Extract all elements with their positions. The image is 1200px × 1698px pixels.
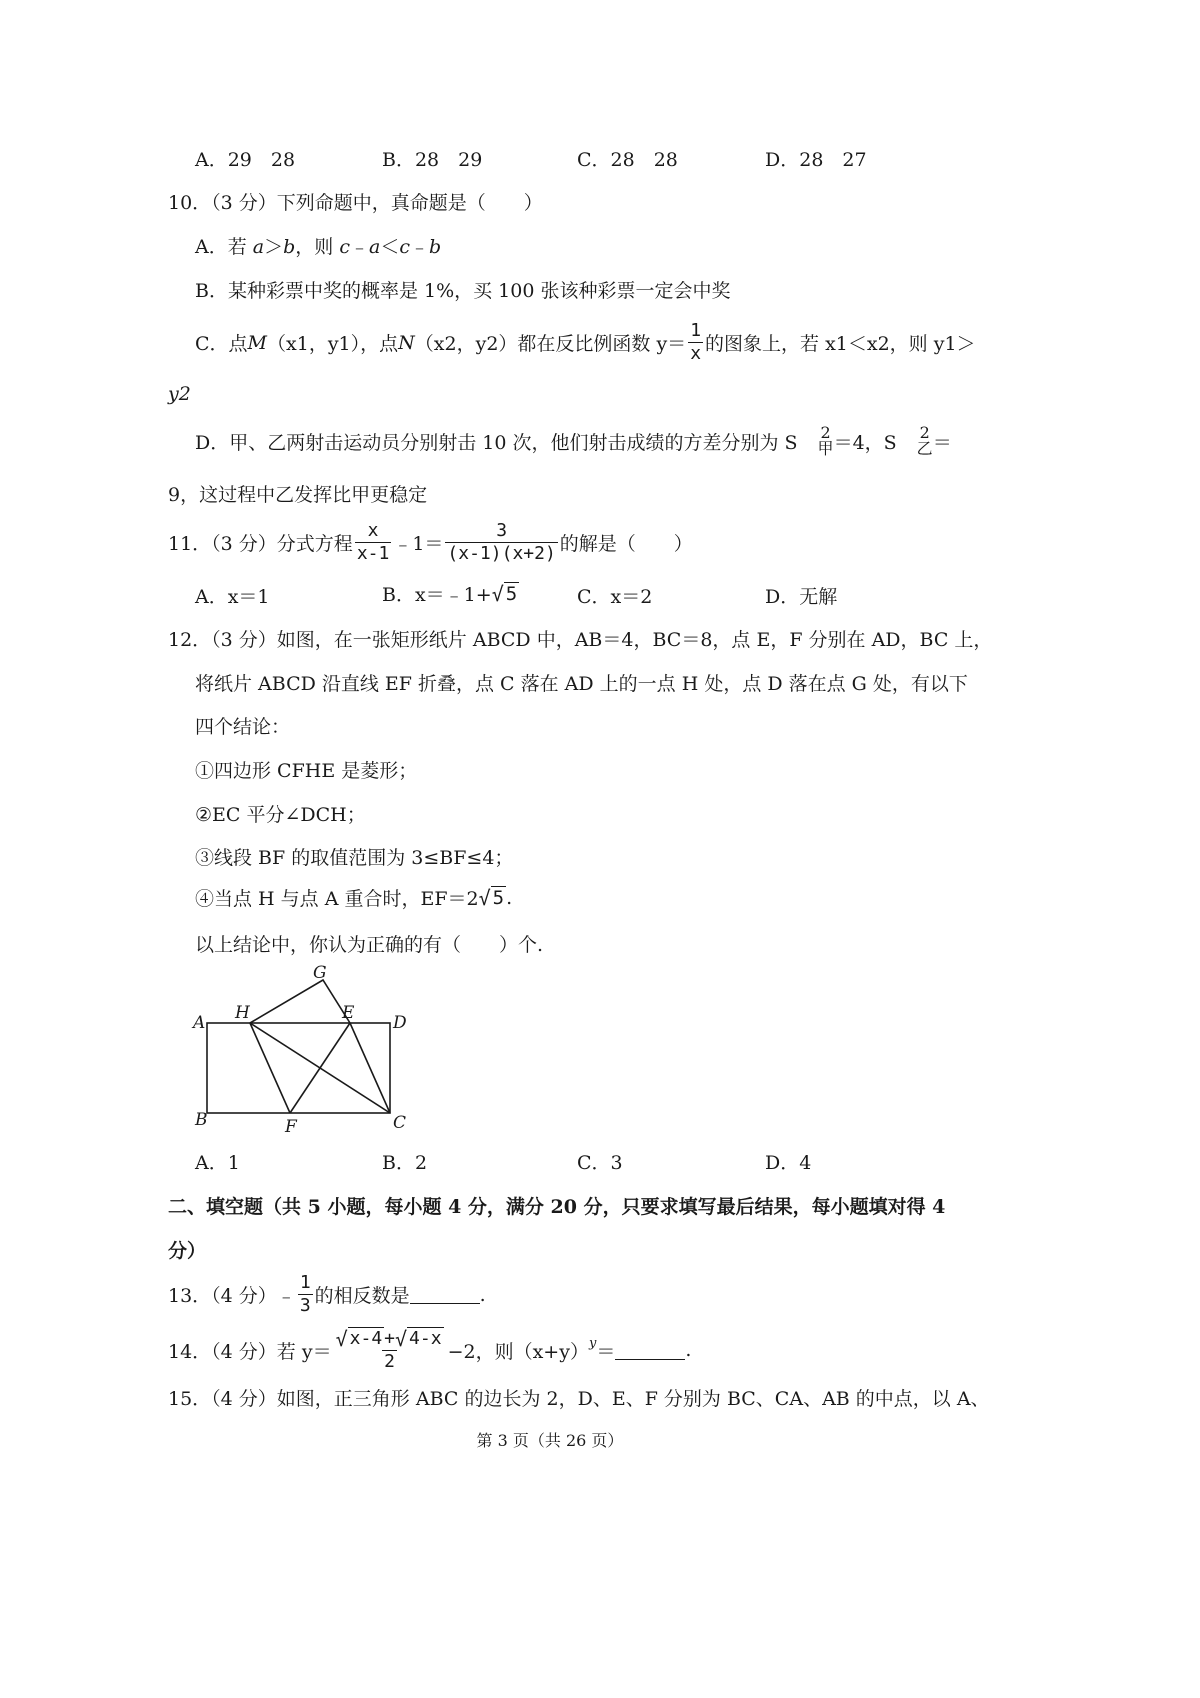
q12-conclusion-3: ③线段 BF 的取值范围为 3≤BF≤4； — [195, 847, 514, 869]
q10-c-m-coord: （x1，y1），点 — [267, 333, 399, 355]
q12-c4-suffix: . — [506, 886, 513, 909]
q9-option-a: A．29 28 — [195, 149, 296, 171]
q12-option-c: C．3 — [577, 1152, 623, 1174]
q13-prefix: 13．（4 分）﹣ — [168, 1285, 296, 1307]
q12-c4-prefix: ④当点 H 与点 A 重合时，EF＝2 — [195, 888, 479, 910]
q10-stem: 10．（3 分）下列命题中，真命题是（ ） — [168, 192, 543, 214]
fraction-numerator: 1 — [690, 320, 702, 341]
q10-option-d — [195, 425, 952, 457]
q11-fraction-right — [445, 520, 557, 565]
q12-conclusion-4 — [195, 884, 512, 911]
label-e: E — [342, 1003, 355, 1023]
q12-option-b: B．2 — [382, 1152, 428, 1174]
q10-option-c — [195, 320, 976, 365]
q14-end: . — [685, 1339, 692, 1361]
q13-suffix: 的相反数是 — [314, 1285, 410, 1307]
fraction-numerator: x — [367, 520, 379, 541]
q11-option-b — [382, 580, 519, 607]
section2-heading-line2: 分） — [168, 1240, 207, 1262]
q10-d-eq: ＝ — [932, 431, 952, 454]
q14-mid: −2，则（x+y） — [447, 1340, 589, 1363]
answer-blank[interactable] — [410, 1285, 480, 1304]
q14 — [168, 1327, 691, 1373]
sqrt-expression: √ 5 — [491, 581, 518, 606]
label-g: G — [313, 963, 327, 983]
q14-fraction — [334, 1327, 446, 1373]
variance-subscript: 甲 — [817, 439, 834, 458]
q10-d-eq: ＝4，S — [833, 431, 897, 454]
plus-sign: + — [384, 1327, 395, 1349]
q11-option-d: D．无解 — [765, 586, 838, 608]
label-f: F — [285, 1117, 297, 1137]
q12-option-d: D．4 — [765, 1152, 812, 1174]
q10-a-var: c — [399, 236, 410, 258]
sqrt-expression: √ x-4 — [335, 1326, 383, 1351]
variance-subscript: 乙 — [916, 439, 933, 458]
q12-conclusion-1: ①四边形 CFHE 是菱形； — [195, 760, 418, 782]
q13-fraction — [298, 1272, 313, 1317]
q10-a-prefix: A．若 — [195, 236, 253, 258]
q13 — [168, 1272, 486, 1317]
q9-option-c: C．28 28 — [577, 149, 678, 171]
q11-suffix: 的解是（ ） — [559, 533, 693, 555]
q10-a-mid: ，则 — [295, 236, 340, 258]
label-c: C — [393, 1113, 407, 1133]
variance-superscript: 2 — [820, 423, 831, 442]
q11-b-prefix: B．x＝﹣1+ — [382, 584, 492, 606]
q10-c-tail: y2 — [168, 383, 191, 405]
section2-heading-line1: 二、填空题（共 5 小题，每小题 4 分，满分 20 分，只要求填写最后结果，每小题填对得 4 — [168, 1196, 946, 1218]
q11-stem — [168, 520, 693, 565]
q10-a-minus: ﹣ — [349, 236, 369, 258]
answer-blank[interactable] — [615, 1341, 685, 1360]
q11-option-c: C．x＝2 — [577, 586, 653, 608]
q11-fraction-left — [355, 520, 392, 565]
q10-a-var: a — [369, 236, 381, 258]
variance-superscript: 2 — [919, 423, 930, 442]
q10-c-fraction — [688, 320, 703, 365]
q12-question: 以上结论中，你认为正确的有（ ）个. — [195, 934, 544, 956]
q13-end: . — [479, 1283, 486, 1306]
q10-option-b: B．某种彩票中奖的概率是 1%，买 100 张该种彩票一定会中奖 — [195, 280, 731, 302]
q12-stem-line1: 12．（3 分）如图，在一张矩形纸片 ABCD 中，AB＝4，BC＝8，点 E，F 分别在 AD，BC 上， — [168, 629, 993, 651]
q12-option-a: A．1 — [195, 1152, 240, 1174]
q14-numerator — [334, 1327, 446, 1350]
q10-d-text: D．甲、乙两射击运动员分别射击 10 次，他们射击成绩的方差分别为 S — [195, 431, 798, 454]
folded-flap-hge — [250, 980, 350, 1023]
q10-c-suffix: 的图象上，若 x1＜x2，则 y1＞ — [705, 333, 976, 355]
exponent: y — [588, 1335, 597, 1351]
q10-option-a — [195, 232, 441, 259]
fraction-numerator: 3 — [496, 520, 508, 541]
page-footer: 第 3 页（共 26 页） — [476, 1431, 624, 1450]
fraction-denominator: x — [690, 343, 702, 364]
q10-a-var: b — [429, 236, 442, 258]
sqrt-expression: √ 5 — [478, 885, 505, 910]
q9-option-d: D．28 27 — [765, 149, 867, 171]
q14-prefix: 14．（4 分）若 y＝ — [168, 1340, 332, 1363]
radicand: x-4 — [349, 1328, 383, 1349]
q10-c-prefix: C．点 — [195, 333, 248, 355]
label-b: B — [195, 1110, 208, 1130]
q10-a-gt: ＞ — [264, 236, 284, 258]
q11-mid: ﹣1＝ — [393, 533, 444, 555]
q10-a-lt: ＜ — [380, 236, 400, 258]
fraction-denominator: x-1 — [356, 543, 390, 564]
q10-a-var: b — [283, 236, 296, 258]
q10-c-point-n: N — [398, 331, 415, 354]
radicand: 5 — [492, 887, 505, 909]
label-d: D — [393, 1013, 407, 1033]
q11-option-a: A．x＝1 — [195, 586, 270, 608]
radicand: 4-x — [409, 1328, 442, 1349]
q10-a-minus: ﹣ — [410, 236, 430, 258]
q10-a-var: a — [252, 236, 265, 258]
sqrt-expression: √ 4-x — [395, 1326, 442, 1351]
fraction-denominator: 3 — [299, 1295, 311, 1316]
radicand: 5 — [505, 583, 518, 605]
q12-conclusion-2: ②EC 平分∠DCH； — [195, 804, 366, 826]
label-a: A — [193, 1013, 206, 1033]
q12-stem-line2: 将纸片 ABCD 沿直线 EF 折叠，点 C 落在 AD 上的一点 H 处，点 D 落在点 G 处，有以下 — [195, 673, 968, 695]
fraction-denominator: (x-1)(x+2) — [447, 543, 556, 564]
segment-ef — [290, 1023, 350, 1113]
q9-option-b: B．28 29 — [382, 149, 483, 171]
q10-d-continued: 9，这过程中乙发挥比甲更稳定 — [168, 484, 428, 506]
q11-prefix: 11．（3 分）分式方程 — [168, 533, 353, 555]
fraction-numerator: 1 — [299, 1272, 311, 1293]
q10-c-point-m: M — [247, 331, 268, 354]
fraction-denominator: 2 — [384, 1351, 395, 1372]
label-h: H — [235, 1003, 250, 1023]
q10-a-var: c — [339, 236, 350, 258]
q15-stem-line1: 15．（4 分）如图，正三角形 ABC 的边长为 2，D、E、F 分别为 BC、CA、AB 的中点，以 A、 — [168, 1388, 990, 1410]
q14-eq: ＝ — [596, 1340, 616, 1363]
q10-c-n-coord: （x2，y2）都在反比例函数 y＝ — [414, 333, 687, 355]
q12-rectangle-fold-figure — [185, 960, 425, 1140]
q12-stem-line3: 四个结论： — [195, 716, 291, 738]
